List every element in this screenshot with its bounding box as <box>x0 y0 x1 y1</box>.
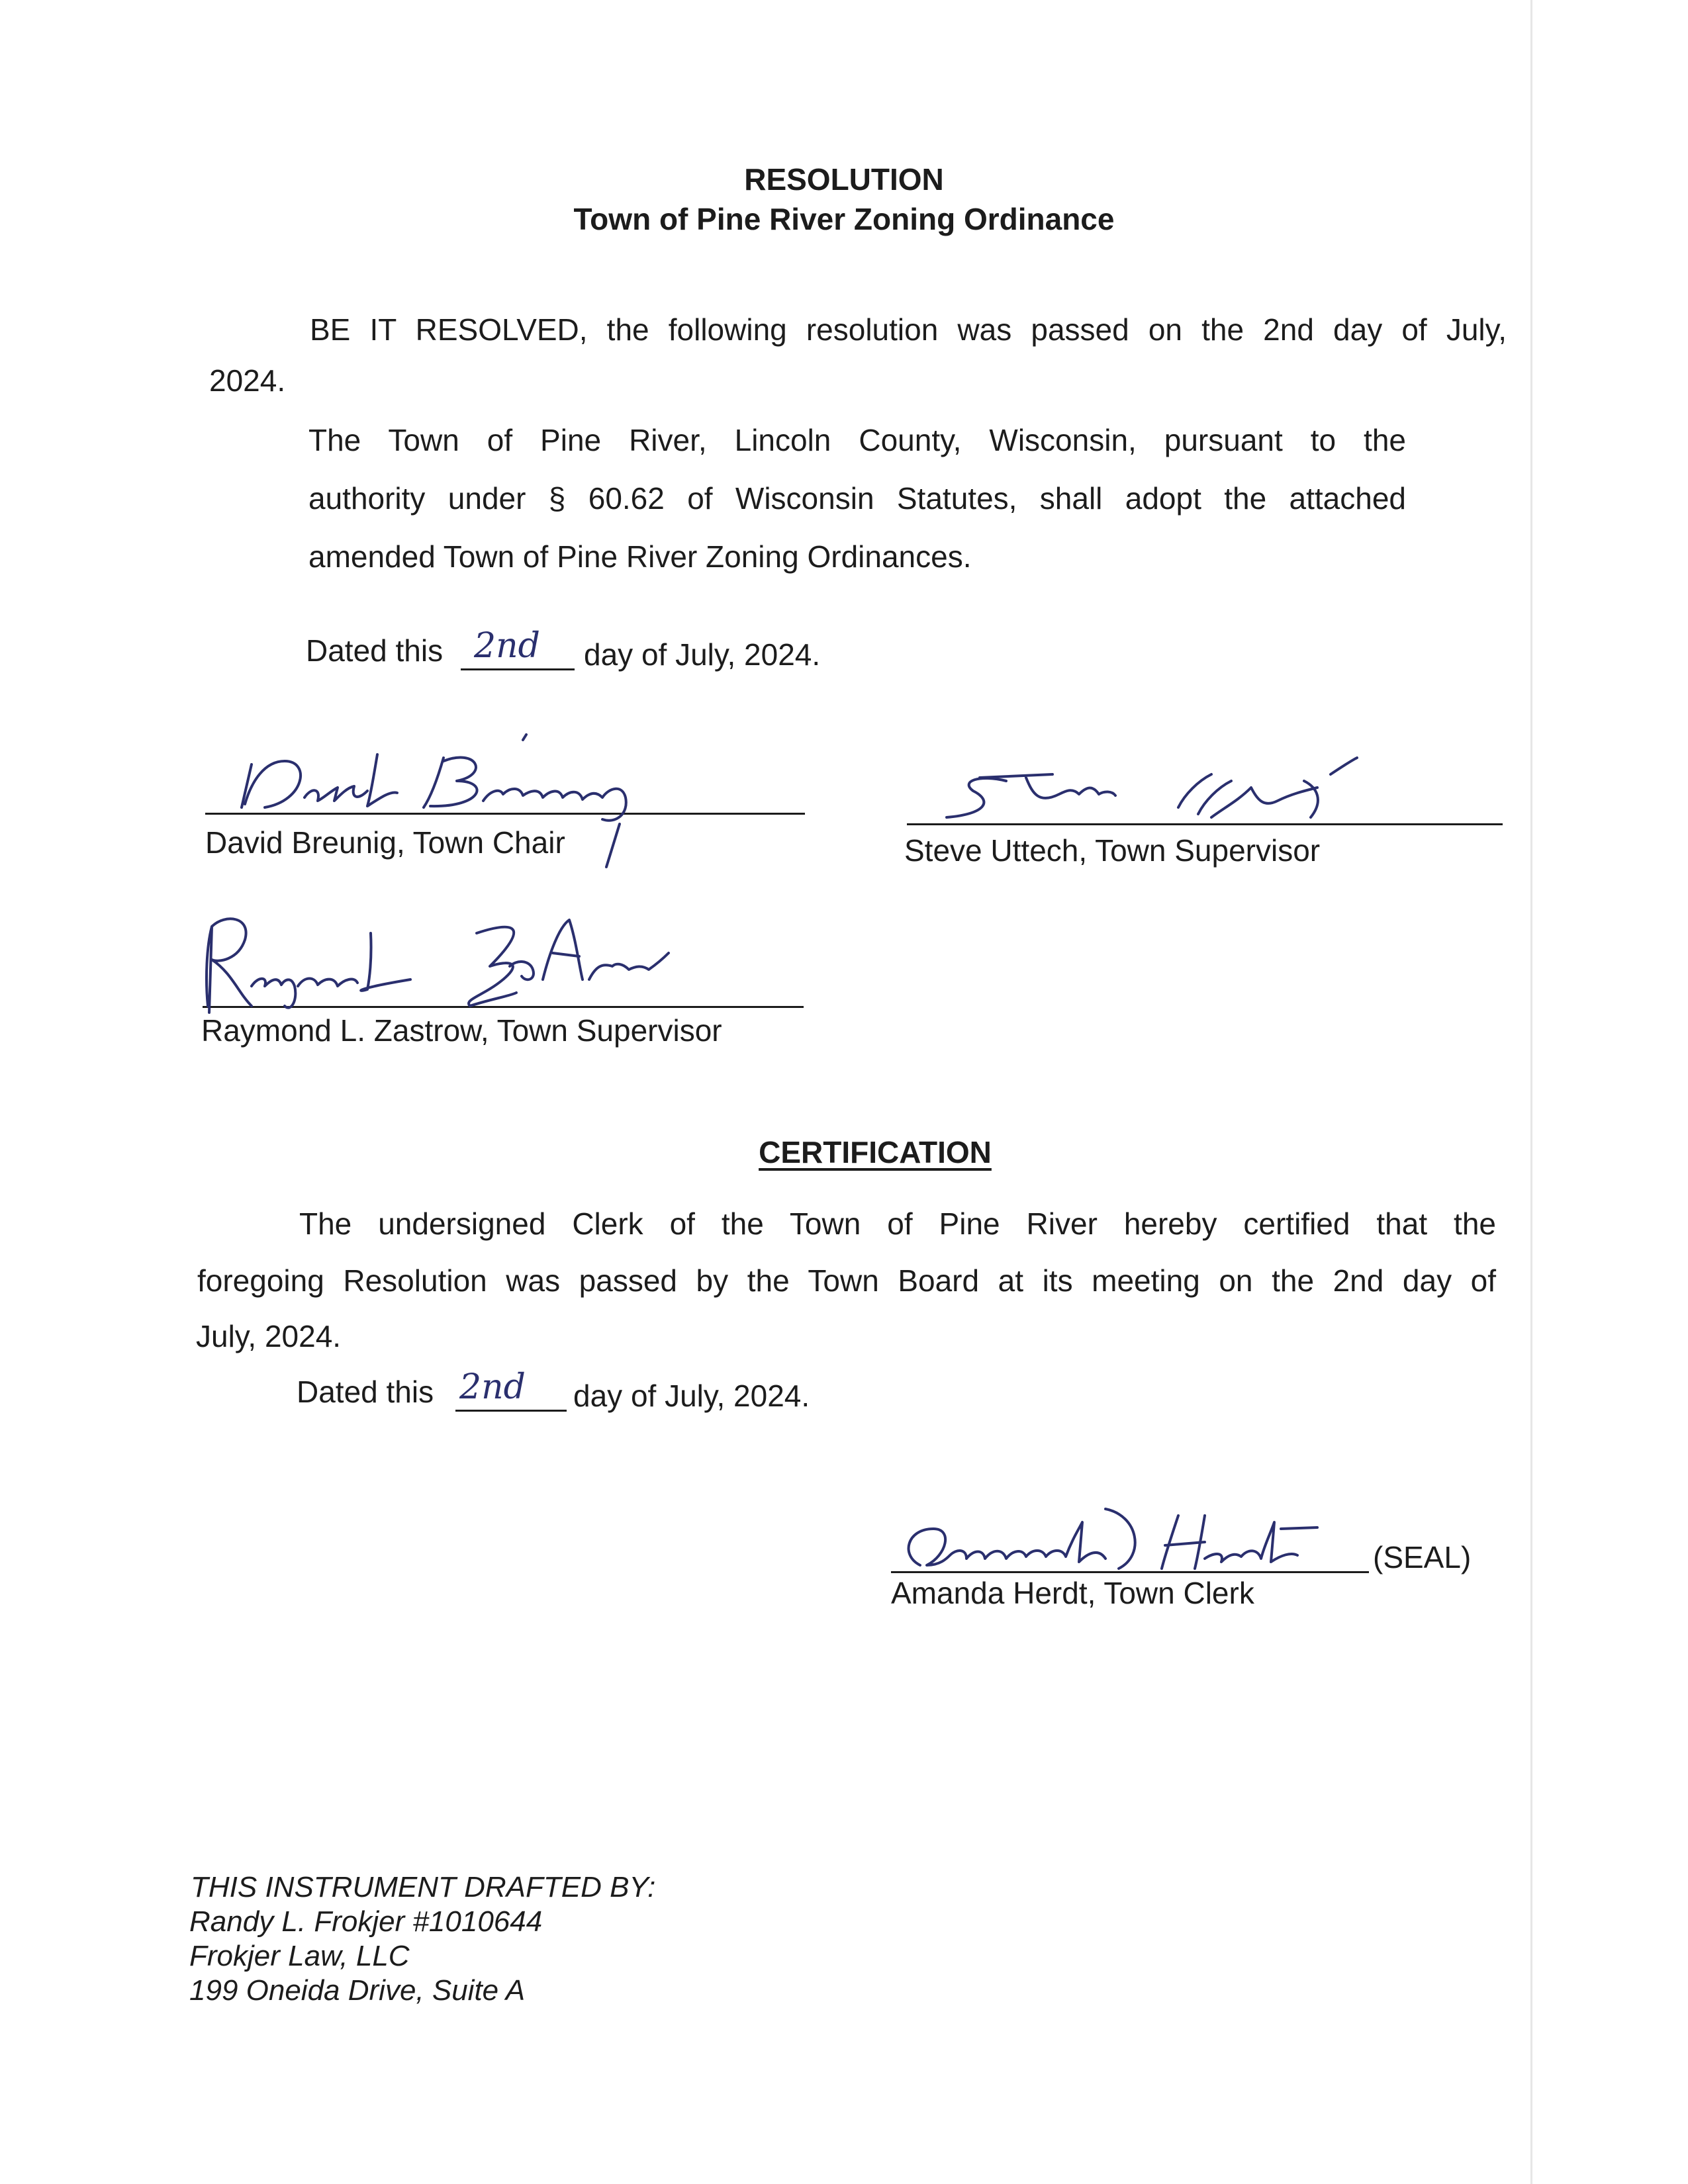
cert-dated-prefix: Dated this <box>297 1375 434 1409</box>
certification-line-1: The undersigned Clerk of the Town of Pine River hereby certified that the <box>299 1206 1496 1241</box>
resolution-para2-line-2: authority under § 60.62 of Wisconsin Statutes, shall adopt the attached <box>308 481 1406 516</box>
clerk-name: Amanda Herdt, Town Clerk <box>891 1576 1254 1610</box>
seal-label: (SEAL) <box>1373 1540 1472 1574</box>
document-title: RESOLUTION <box>744 162 944 197</box>
dated-handwritten-day: 2nd <box>474 626 540 666</box>
drafted-by-line-1: Randy L. Frokjer #1010644 <box>189 1905 543 1938</box>
signature-david-breunig <box>225 735 688 834</box>
dated-suffix: day of July, 2024. <box>584 637 821 672</box>
drafted-by-line-2: Frokjer Law, LLC <box>189 1940 410 1972</box>
resolution-para2-line-1: The Town of Pine River, Lincoln County, Wisconsin, pursuant to the <box>308 423 1406 457</box>
drafted-by-heading: THIS INSTRUMENT DRAFTED BY: <box>191 1871 656 1903</box>
cert-dated-blank-line <box>455 1410 567 1412</box>
resolution-line-1-cont: 2024. <box>209 363 286 398</box>
resolution-para2-line-3: amended Town of Pine River Zoning Ordinances. <box>308 539 972 574</box>
certification-line-2: foregoing Resolution was passed by the Town Board at its meeting on the 2nd day of <box>197 1263 1496 1298</box>
drafted-by-line-3: 199 Oneida Drive, Suite A <box>189 1974 526 2007</box>
signatory-name-chair: David Breunig, Town Chair <box>205 825 565 860</box>
signature-stroke-mark <box>593 821 633 874</box>
cert-dated-suffix: day of July, 2024. <box>573 1379 810 1413</box>
cert-dated-handwritten-day: 2nd <box>459 1367 526 1407</box>
signatory-name-supervisor-1: Steve Uttech, Town Supervisor <box>904 833 1321 868</box>
page-edge <box>1530 0 1532 2184</box>
signatory-name-supervisor-2: Raymond L. Zastrow, Town Supervisor <box>201 1013 722 1048</box>
dated-prefix: Dated this <box>306 633 444 668</box>
certification-line-3: July, 2024. <box>196 1319 342 1353</box>
dated-blank-line <box>461 668 575 670</box>
certification-heading: CERTIFICATION <box>759 1135 992 1169</box>
resolution-line-1: BE IT RESOLVED, the following resolution was passed on the 2nd day of July, <box>310 312 1507 347</box>
signature-steve-uttech <box>933 754 1397 841</box>
document-subtitle: Town of Pine River Zoning Ordinance <box>573 202 1115 236</box>
